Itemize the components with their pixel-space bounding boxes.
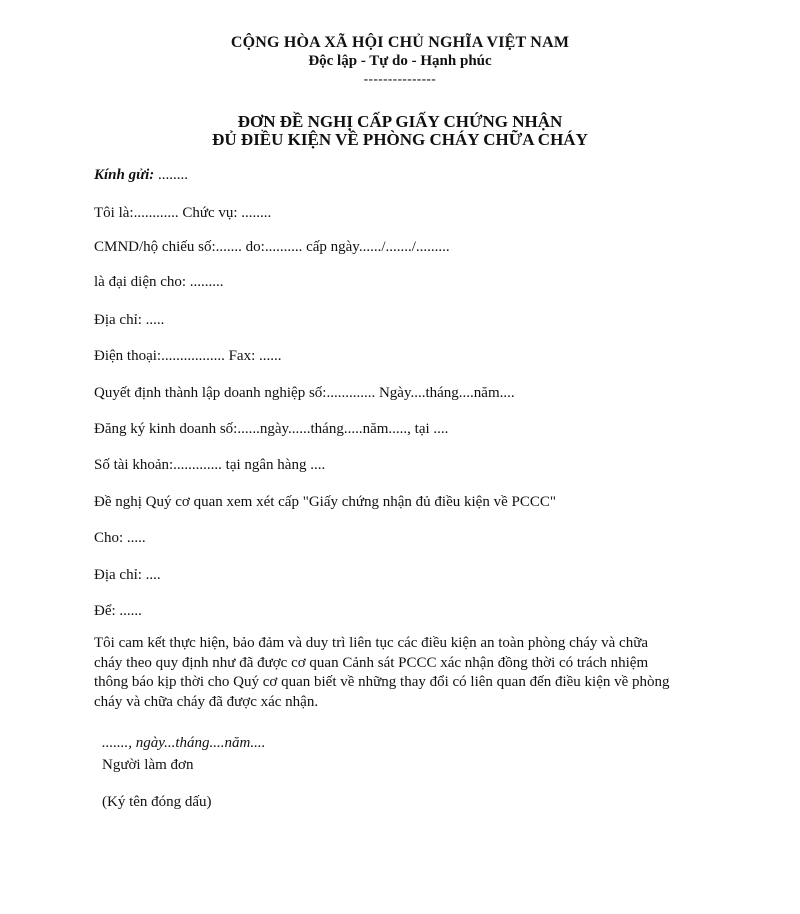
document-title-line2: ĐỦ ĐIỀU KIỆN VỀ PHÒNG CHÁY CHỮA CHÁY: [212, 130, 588, 149]
id-card-line: CMND/hộ chiếu số:....... do:.......... cấp ngày....../......./.........: [94, 239, 450, 255]
national-name: CỘNG HÒA XÃ HỘI CHỦ NGHĨA VIỆT NAM: [230, 34, 570, 51]
header-divider: ---------------: [363, 71, 437, 86]
commitment-line: cháy và chữa cháy đã được xác nhận.: [94, 693, 319, 710]
signature-note: (Ký tên đóng dấu): [102, 794, 212, 810]
commitment-line: cháy theo quy định như đã được cơ quan Cảnh sát PCCC xác nhận đồng thời có trách nhiệm: [94, 654, 649, 671]
commitment-line: thông báo kịp thời cho Quý cơ quan biết về những thay đổi có liên quan đến điều kiện về phòng: [94, 674, 670, 690]
business-registration-line: Đăng ký kinh doanh số:......ngày......tháng.....năm....., tại ....: [94, 421, 449, 437]
bank-account-line: Số tài khoản:............. tại ngân hàng ....: [94, 457, 326, 473]
facility-address-line: Địa chỉ: ....: [94, 567, 161, 583]
commitment-paragraph: [94, 634, 714, 712]
national-motto: Độc lập - Tự do - Hạnh phúc: [308, 53, 492, 69]
representative-line: là đại diện cho: .........: [94, 274, 224, 290]
document-title-line1: ĐƠN ĐỀ NGHỊ CẤP GIẤY CHỨNG NHẬN: [237, 112, 563, 131]
signature-person: Người làm đơn: [102, 757, 194, 773]
recipient-label: Kính gửi:: [94, 167, 155, 183]
recipient-line: [94, 167, 188, 184]
commitment-line: Tôi cam kết thực hiện, bảo đảm và duy trì liên tục các điều kiện an toàn phòng cháy và chữa: [94, 635, 648, 651]
request-line: Đề nghị Quý cơ quan xem xét cấp "Giấy chứng nhận đủ điều kiện về PCCC": [94, 494, 556, 510]
establishment-decision-line: Quyết định thành lập doanh nghiệp số:............. Ngày....tháng....năm....: [94, 385, 515, 401]
applicant-name-line: Tôi là:............ Chức vụ: ........: [94, 205, 272, 221]
signature-date: ......., ngày...tháng....năm....: [102, 735, 266, 751]
recipient-value: ........: [154, 167, 189, 183]
phone-fax-line: Điện thoại:................. Fax: ......: [94, 348, 282, 364]
purpose-line: Để: ......: [94, 603, 142, 619]
address-line: Địa chỉ: .....: [94, 312, 165, 328]
for-line: Cho: .....: [94, 530, 146, 546]
